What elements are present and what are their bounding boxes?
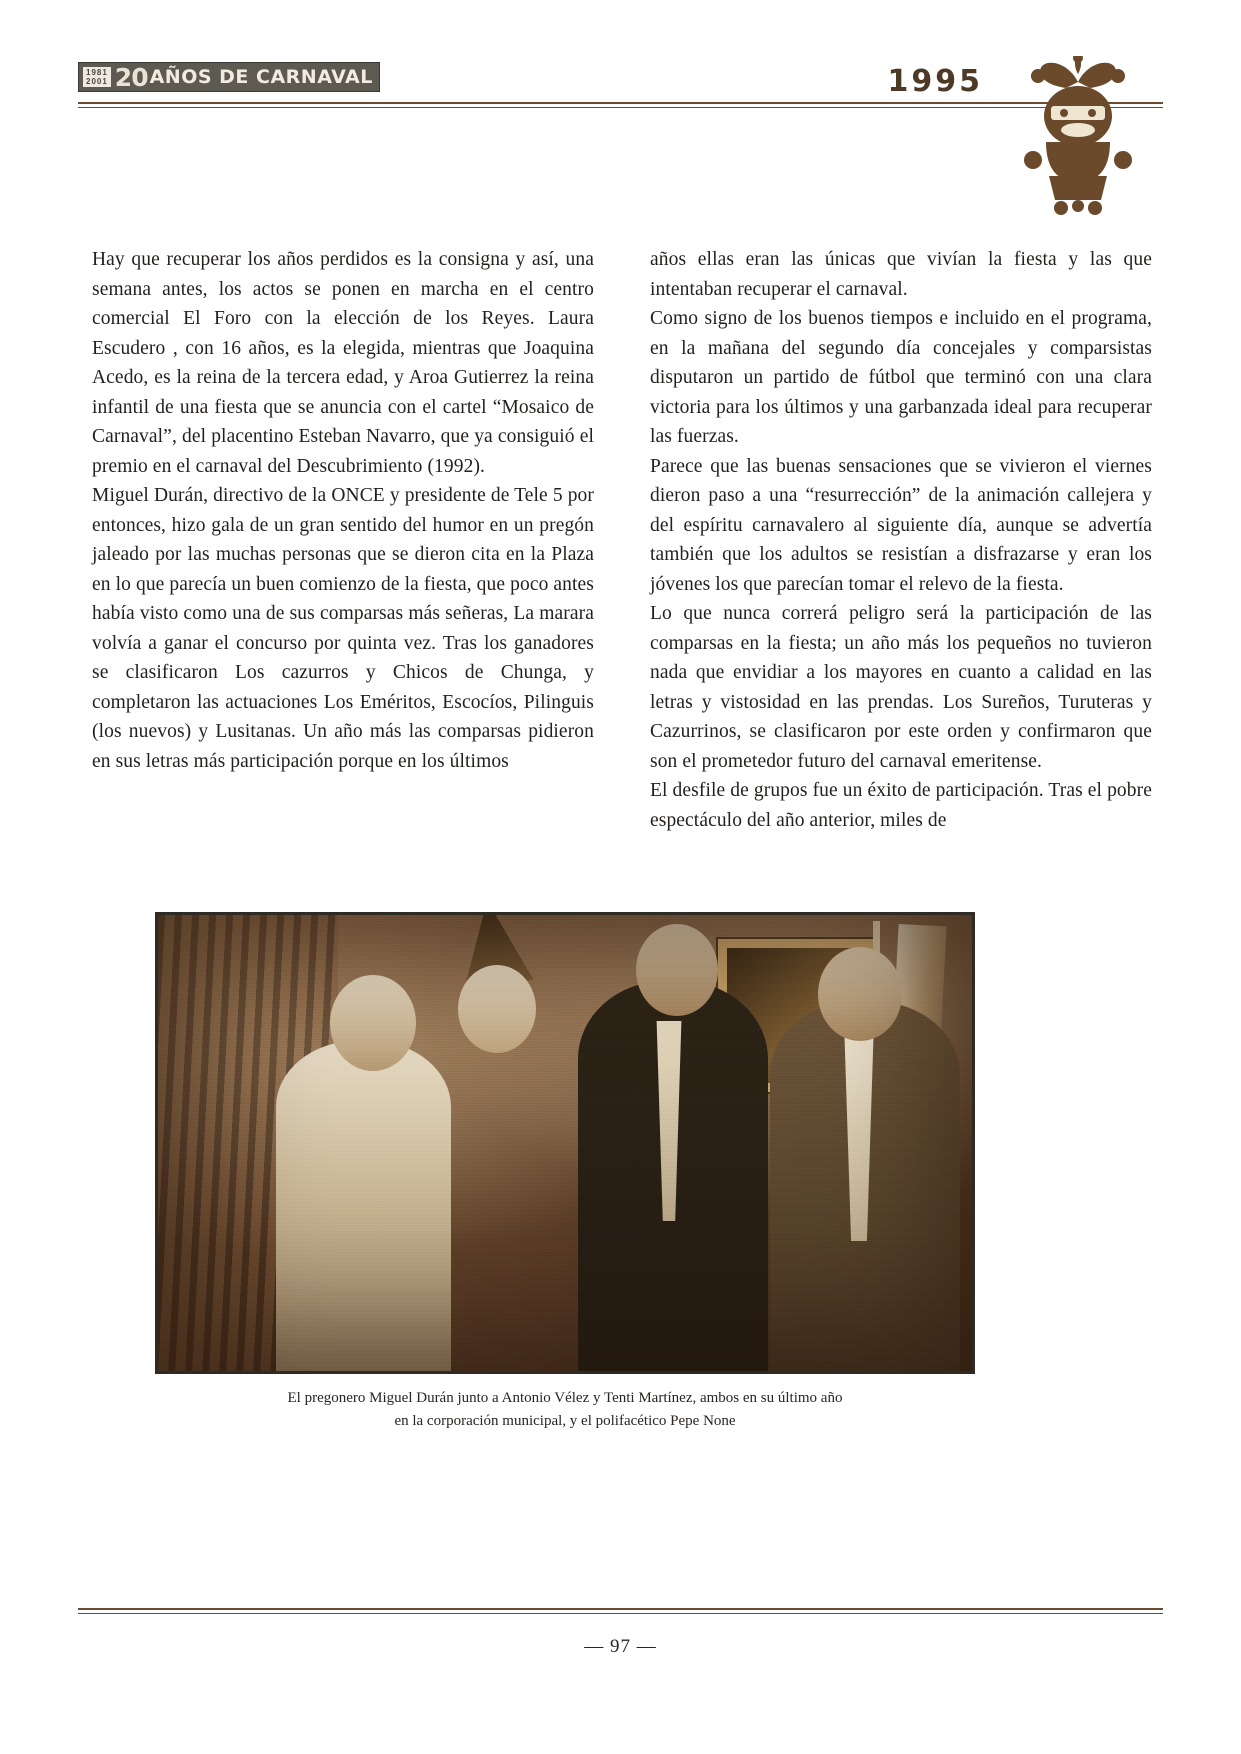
page-number: — 97 —: [584, 1636, 657, 1657]
photo-figure: [155, 912, 975, 1433]
group-photograph: [155, 912, 975, 1374]
photo-vignette: [158, 915, 972, 1371]
masthead-year-from: 1981: [86, 68, 108, 77]
masthead-banner: [78, 62, 380, 92]
footer-divider: [78, 1608, 1163, 1614]
article-body: [92, 245, 1152, 835]
header-divider: [78, 102, 1163, 108]
jester-mascot-icon: [1003, 56, 1153, 216]
paragraph: Hay que recuperar los años perdidos es la consigna y así, una semana antes, los actos se ponen en marcha en el centro comercial El Foro con la elección de los Reyes. Laura Escudero , con 16 años, es la elegida, mientras que Joaquina Acedo, es la reina de la tercera edad, y Aroa Gutierrez la reina infantil de una fiesta que se anuncia con el cartel “Mosaico de Carnaval”, del placentino Esteban Navarro, que ya consiguió el premio en el carnaval del Descubrimiento (1992).: [92, 249, 594, 477]
paragraph: Lo que nunca correrá peligro será la participación de las comparsas en la fiesta; un año más los pequeños no tuvieron nada que envidiar a los mayores en cuanto a calidad en las letras y vistosidad en las prendas. Los Sureños, Turuteras y Cazurrinos, se clasificaron por este orden y confirmaron que son el prometedor futuro del carnaval emeritense.: [650, 603, 1152, 772]
photo-caption-line-1: El pregonero Miguel Durán junto a Antonio Vélez y Tenti Martínez, ambos en su último año: [287, 1390, 843, 1406]
paragraph: Como signo de los buenos tiempos e incluido en el programa, en la mañana del segundo día concejales y comparsistas disputaron un partido de fútbol que terminó con una clara victoria para los últimos y una garbanzada ideal para recuperar las fuerzas.: [650, 308, 1152, 447]
page-header: [78, 62, 1163, 192]
paragraph: Parece que las buenas sensaciones que se vivieron el viernes dieron paso a una “resurrección” de la animación callejera y del espíritu carnavalero al siguiente día, aunque se advertía también que los adultos se resistían a disfrazarse y eran los jóvenes los que parecían tomar el relevo de la fiesta.: [650, 455, 1152, 595]
photo-caption: [155, 1387, 975, 1433]
right-column: [650, 245, 1152, 835]
page-year: 1995: [887, 64, 983, 99]
photo-caption-line-2: en la corporación municipal, y el polifacético Pepe None: [394, 1413, 736, 1429]
masthead-year-range: [83, 67, 111, 87]
masthead-anniversary-number: 20: [114, 62, 148, 92]
left-column: [92, 245, 594, 835]
paragraph: El desfile de grupos fue un éxito de participación. Tras el pobre espectáculo del año anterior, miles de: [650, 780, 1152, 831]
paragraph: años ellas eran las únicas que vivían la fiesta y las que intentaban recuperar el carnaval.: [650, 249, 1152, 300]
paragraph: Miguel Durán, directivo de la ONCE y presidente de Tele 5 por entonces, hizo gala de un gran sentido del humor en un pregón jaleado por las muchas personas que se dieron cita en la Plaza en lo que parecía un buen comienzo de la fiesta, que poco antes había visto como una de sus comparsas más señeras, La marara volvía a ganar el concurso por quinta vez. Tras los ganadores se clasificaron Los cazurros y Chicos de Chunga, y completaron las actuaciones Los Eméritos, Escocíos, Pilinguis (los nuevos) y Lusitanas. Un año más las comparsas pidieron en sus letras más participación porque en los últimos: [92, 485, 594, 772]
masthead-title: AÑOS DE CARNAVAL: [149, 66, 373, 88]
masthead-year-to: 2001: [86, 77, 108, 86]
